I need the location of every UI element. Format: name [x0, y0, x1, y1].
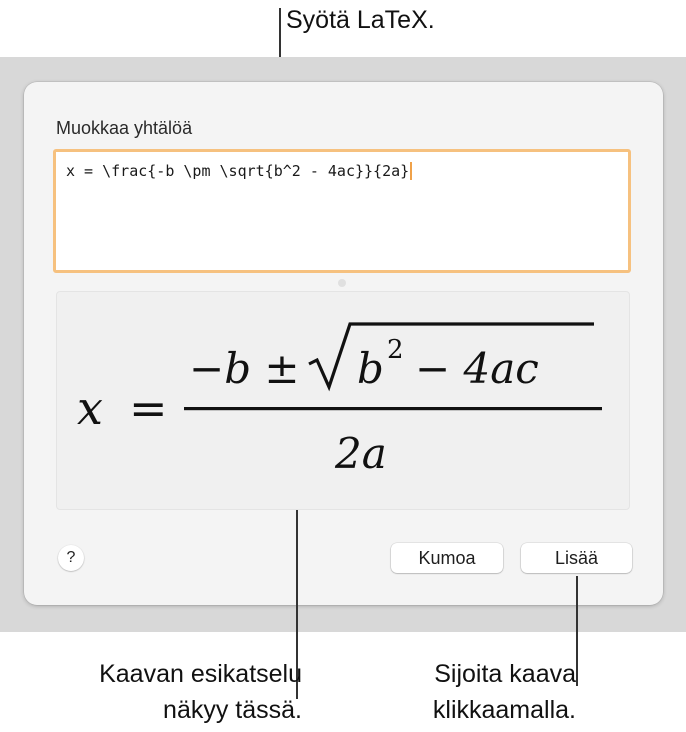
- equation-radicand-base: b: [357, 344, 384, 393]
- fraction-bar: [184, 407, 602, 410]
- equation-numerator-prefix: −b ±: [189, 344, 300, 393]
- callout-insert-line2: klikkaamalla.: [432, 696, 576, 724]
- callout-preview-line1: Kaavan esikatselu: [99, 660, 302, 688]
- latex-input-value[interactable]: [66, 162, 412, 180]
- equation-preview: [56, 291, 630, 510]
- equation-radicand-exponent: 2: [387, 335, 404, 365]
- dialog-title: Muokkaa yhtälöä: [56, 118, 193, 138]
- callout-insert-line1: Sijoita kaava: [434, 660, 576, 688]
- resize-handle[interactable]: [338, 279, 346, 287]
- text-caret: [410, 162, 412, 180]
- equation-denominator: 2a: [335, 429, 387, 478]
- callout-latex-input: Syötä LaTeX.: [286, 6, 435, 34]
- callout-insert: [400, 656, 576, 728]
- callout-preview-line2: näkyy tässä.: [163, 696, 302, 724]
- help-button[interactable]: ?: [58, 545, 84, 571]
- leader-line-insert: [576, 576, 578, 686]
- latex-input-text: x = \frac{-b \pm \sqrt{b^2 - 4ac}}{2a}: [66, 162, 410, 180]
- edit-equation-dialog: [24, 82, 663, 605]
- latex-input-field[interactable]: [53, 149, 631, 273]
- callout-preview: [66, 656, 302, 728]
- equation-radicand-rest: − 4ac: [415, 344, 539, 393]
- equation-equals: =: [129, 381, 168, 435]
- equation-lhs: x: [77, 381, 103, 435]
- equation-render: [57, 292, 631, 511]
- insert-button[interactable]: Lisää: [521, 543, 632, 573]
- cancel-button[interactable]: Kumoa: [391, 543, 503, 573]
